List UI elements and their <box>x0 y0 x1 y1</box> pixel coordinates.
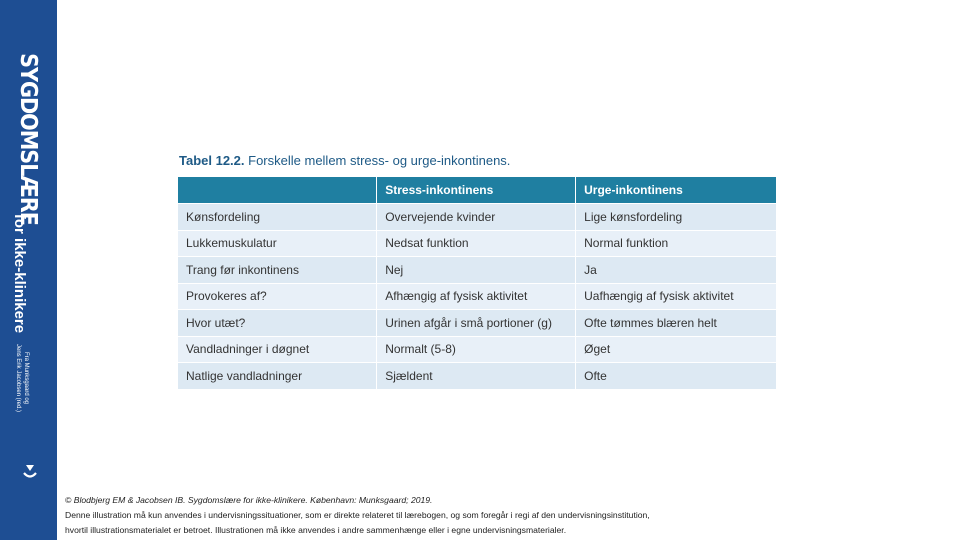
table-cell: Kønsfordeling <box>178 204 377 231</box>
publisher-logo-icon <box>22 462 38 482</box>
table-cell: Trang før inkontinens <box>178 257 377 284</box>
table-row <box>178 283 777 310</box>
book-editors: Fra Munksgaard og Jens Erik Jacobsen (red.) <box>15 343 29 413</box>
table-cell: Ofte tømmes blæren helt <box>576 310 777 337</box>
table-cell: Normalt (5-8) <box>377 336 576 363</box>
table-cell: Natlige vandladninger <box>178 363 377 389</box>
usage-notice-line: Denne illustration må kun anvendes i undervisningssituationer, som er direkte relateret til lærebogen, og som foregår i regi af den undervisningsinstitution, <box>65 510 650 520</box>
copyright-footer <box>65 493 945 538</box>
table-cell: Lige kønsfordeling <box>576 204 777 231</box>
table-cell: Ofte <box>576 363 777 389</box>
table-cell: Øget <box>576 336 777 363</box>
table-row <box>178 310 777 337</box>
book-subtitle: for ikke-klinikere <box>11 213 29 333</box>
table-row <box>178 257 777 284</box>
table-cell: Vandladninger i døgnet <box>178 336 377 363</box>
table-cell: Overvejende kvinder <box>377 204 576 231</box>
comparison-table <box>178 177 777 389</box>
table-caption <box>179 153 510 168</box>
header-cell: Stress-inkontinens <box>377 177 576 204</box>
book-sidebar <box>0 0 57 540</box>
citation-line: © Blodbjerg EM & Jacobsen IB. Sygdomslære for ikke-klinikere. København: Munksgaard; 2019. <box>65 495 433 505</box>
table-row <box>178 204 777 231</box>
table-cell: Sjældent <box>377 363 576 389</box>
table-cell: Normal funktion <box>576 230 777 257</box>
table-cell: Hvor utæt? <box>178 310 377 337</box>
table-cell: Provokeres af? <box>178 283 377 310</box>
table-cell: Uafhængig af fysisk aktivitet <box>576 283 777 310</box>
header-cell <box>178 177 377 204</box>
caption-text: Forskelle mellem stress- og urge-inkontinens. <box>248 153 511 168</box>
table-cell: Urinen afgår i små portioner (g) <box>377 310 576 337</box>
table-row <box>178 230 777 257</box>
usage-notice-line: hvortil illustrationsmaterialet er betroet. Illustrationen må ikke anvendes i andre sammenhænge eller i egne undervisningsmaterialer. <box>65 525 567 535</box>
table-cell: Nej <box>377 257 576 284</box>
table-row <box>178 336 777 363</box>
caption-label: Tabel 12.2. <box>179 153 245 168</box>
table-cell: Nedsat funktion <box>377 230 576 257</box>
table-cell: Afhængig af fysisk aktivitet <box>377 283 576 310</box>
table-cell: Lukkemuskulatur <box>178 230 377 257</box>
book-title: SYGDOMSLÆRE <box>15 53 41 225</box>
table-row <box>178 363 777 389</box>
header-cell: Urge-inkontinens <box>576 177 777 204</box>
table-cell: Ja <box>576 257 777 284</box>
table-header-row <box>178 177 777 204</box>
